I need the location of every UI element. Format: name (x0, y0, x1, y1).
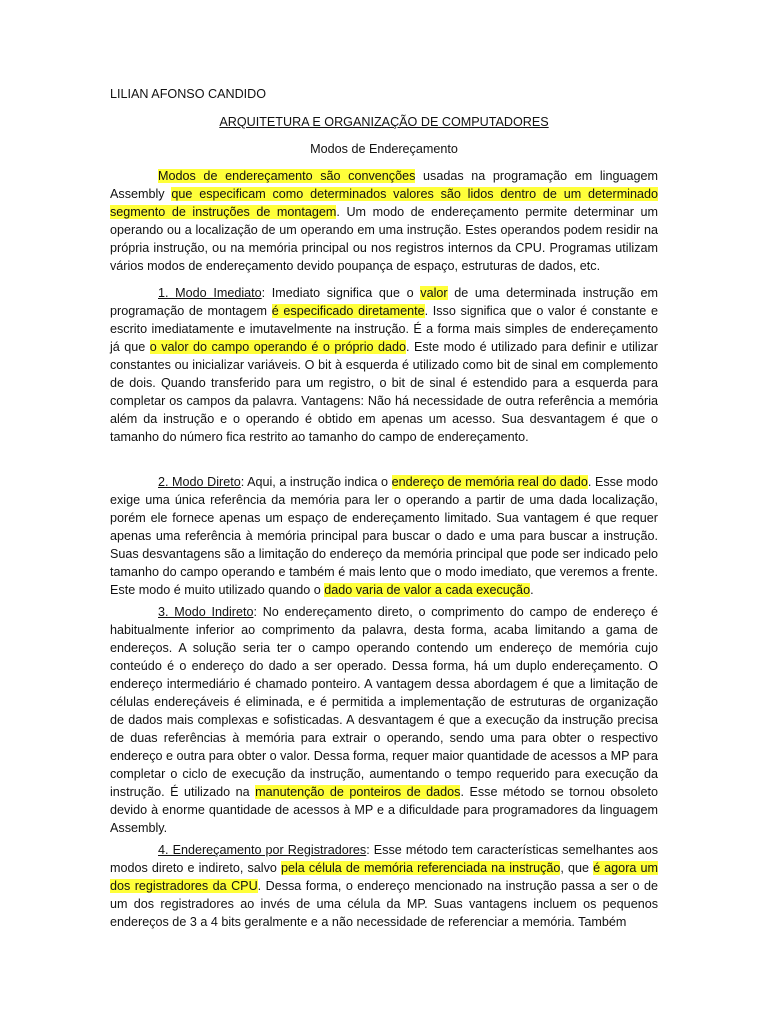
paragraph-intro (110, 167, 658, 275)
highlighted-text: Modos de endereçamento são convenções (158, 169, 416, 183)
body-text: . Esse método se tornou obsoleto devido à enorme quantidade de acessos à MP e a dificuldade para programadores da linguagem Assembly. (110, 785, 658, 835)
paragraph-modo-indireto (110, 603, 658, 837)
body-text: de uma determinada instrução em programação de montagem (110, 286, 659, 318)
paragraph-modo-imediato (110, 284, 658, 446)
document-title: Modos de Endereçamento (310, 142, 458, 156)
paragraph-enderecamento-registradores (110, 841, 658, 931)
body-text: . (530, 583, 534, 597)
highlighted-text: é especificado diretamente (271, 304, 425, 318)
body-text: . Esse modo exige uma única referência da memória para ler o operando a partir de uma dada localização, porém ele fornece apenas um espaço de endereçamento limitado. Sua vantagem é que requer apenas uma referência à memória principal para buscar o dado e uma para buscar a instrução. Suas desvantagens são a limitação do endereço da memória principal que pode ser indicado pelo tamanho do campo operando e também é mais lento que o modo imediato, que veremos a frente. Este modo é muito utilizado quando o (110, 475, 658, 597)
body-text: . Este modo é utilizado para definir e utilizar constantes ou inicializar variáveis. O bit à esquerda é utilizado como bit de sinal em complemento de dois. Quando transferido para um registro, o bit de sinal é estendido para a esquerda para completar os campos da palavra. Vantagens: Não há necessidade de outra referência a memória além da instrução e o operando é obtido em apenas um acesso. Sua desvantagem é que o tamanho do número fica restrito ao tamanho do campo de endereçamento. (110, 340, 658, 444)
highlighted-text: o valor do campo operando é o próprio dado (149, 340, 406, 354)
body-text: . Um modo de endereçamento permite determinar um operando ou a localização de um operando em uma instrução. Estes operandos podem residir na própria instrução, ou na memória principal ou nos registros internos da CPU. Programas utilizam vários modos de endereçamento devido poupança de espaço, estruturas de dados, etc. (110, 205, 659, 273)
body-text: . Dessa forma, o endereço mencionado na instrução passa a ser o de um dos registradores ao invés de uma célula da MP. Suas vantagens incluem os pequenos endereços de 3 a 4 bits geralmente e a não necessidade de referenciar a memória. Também (110, 879, 658, 929)
body-text: : Esse método tem características semelhantes aos modos direto e indireto, salvo (110, 843, 658, 875)
highlighted-text: dado varia de valor a cada execução (324, 583, 531, 597)
highlighted-text: endereço de memória real do dado (391, 475, 588, 489)
highlighted-text: manutenção de ponteiros de dados (255, 785, 461, 799)
highlighted-text: pela célula de memória referenciada na instrução (280, 861, 561, 875)
body-text: . Isso significa que o valor é constante e escrito imediatamente e imutavelmente na instrução. É a forma mais simples de endereçamento já que (110, 304, 658, 354)
body-text: : No endereçamento direto, o comprimento do campo de endereço é habitualmente inferior ao comprimento da palavra, desta forma, acaba limitando a gama de endereços. A solução seria ter o campo operando contendo um endereço de memória cujo conteúdo é o endereço do dado a ser operado. Dessa forma, há um duplo endereçamento. O endereço intermediário é chamado ponteiro. A vantagem dessa abordagem é que a limitação de células endereçáveis é eliminada, e é permitida a implementação de estruturas de organização de dados mais complexas e sofisticadas. A desvantagem é que a execução da instrução precisa de duas referências à memória para extrair o operando, sendo uma para obter o respectivo endereço e outra para obter o valor. Dessa forma, requer maior quantidade de acessos a MP para completar o ciclo de execução da instrução, aumentando o tempo requerido para execução da instrução. É utilizado na (110, 605, 658, 799)
section-heading: 4. Endereçamento por Registradores (158, 843, 367, 857)
author-name: LILIAN AFONSO CANDIDO (110, 87, 267, 101)
course-title: ARQUITETURA E ORGANIZAÇÃO DE COMPUTADORES (219, 115, 549, 129)
body-text: : Imediato significa que o (261, 286, 421, 300)
highlighted-text: valor (420, 286, 448, 300)
body-text: , que (560, 861, 594, 875)
body-text: : Aqui, a instrução indica o (240, 475, 392, 489)
highlighted-text: que especificam como determinados valores são lidos dentro de um determinado segmento de instruções de montagem (110, 187, 658, 219)
section-heading: 2. Modo Direto (158, 475, 241, 489)
highlighted-text: é agora um dos registradores da CPU (110, 861, 658, 893)
section-heading: 3. Modo Indireto (158, 605, 254, 619)
paragraph-modo-direto (110, 473, 658, 599)
body-text: usadas na programação em linguagem Assembly (110, 169, 658, 201)
section-heading: 1. Modo Imediato (158, 286, 262, 300)
